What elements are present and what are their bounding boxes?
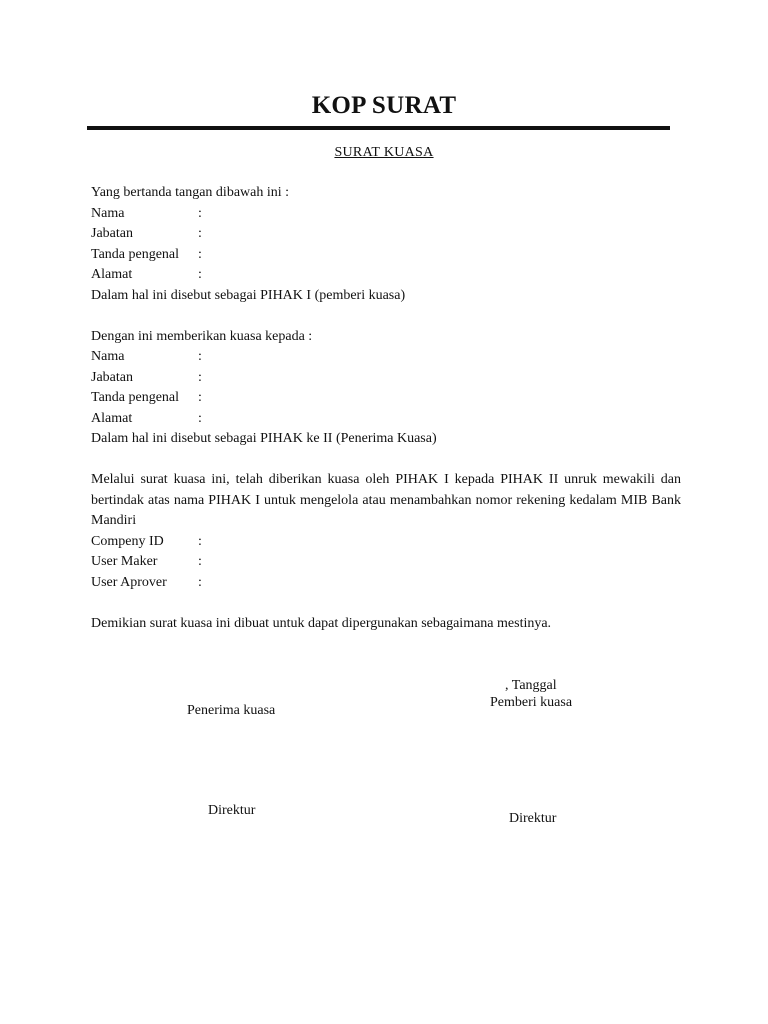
letterhead-title: KOP SURAT bbox=[311, 92, 457, 119]
section1-field-label-alamat: Alamat bbox=[91, 267, 133, 282]
section2-field-colon: : bbox=[198, 411, 202, 426]
section2-field-label-alamat: Alamat bbox=[91, 411, 133, 426]
authority-paragraph: Melalui surat kuasa ini, telah diberikan kuasa oleh PIHAK I kepada PIHAK II unruk mewakili dan bertindak atas nama PIHAK I untuk mengelola atau menambahkan nomor rekening kedalam MIB Bank Mandiri bbox=[91, 472, 681, 528]
section1-field-colon: : bbox=[198, 247, 202, 262]
date-line: , Tanggal bbox=[505, 678, 557, 693]
section1-field-colon: : bbox=[198, 206, 202, 221]
closing-statement: Demikian surat kuasa ini dibuat untuk dapat dipergunakan sebagaimana mestinya. bbox=[91, 616, 552, 631]
section2-intro: Dengan ini memberikan kuasa kepada : bbox=[91, 329, 313, 344]
letterhead-rule bbox=[87, 126, 670, 130]
section2-field-label-nama: Nama bbox=[91, 349, 125, 364]
section1-field-label-jabatan: Jabatan bbox=[91, 226, 133, 241]
section2-field-label-tanda-pengenal: Tanda pengenal bbox=[91, 390, 180, 405]
signer-role-pemberi: Pemberi kuasa bbox=[490, 695, 573, 710]
section2-field-colon: : bbox=[198, 370, 202, 385]
section2-field-label-jabatan: Jabatan bbox=[91, 370, 133, 385]
section1-field-colon: : bbox=[198, 226, 202, 241]
section1-intro: Yang bertanda tangan dibawah ini : bbox=[91, 185, 290, 200]
section3-field-label-compeny-id: Compeny ID bbox=[91, 534, 164, 549]
section3-field-label-user-maker: User Maker bbox=[91, 554, 158, 569]
signer-title-left: Direktur bbox=[208, 803, 256, 818]
section1-field-colon: : bbox=[198, 267, 202, 282]
section3-field-colon: : bbox=[198, 554, 202, 569]
section2-closing: Dalam hal ini disebut sebagai PIHAK ke II (Penerima Kuasa) bbox=[91, 431, 437, 446]
section2-field-colon: : bbox=[198, 349, 202, 364]
section1-closing: Dalam hal ini disebut sebagai PIHAK I (pemberi kuasa) bbox=[91, 288, 406, 303]
signer-title-right: Direktur bbox=[509, 811, 557, 826]
section3-field-label-user-aprover: User Aprover bbox=[91, 575, 167, 590]
section3-field-colon: : bbox=[198, 575, 202, 590]
section3-field-colon: : bbox=[198, 534, 202, 549]
document-title: SURAT KUASA bbox=[334, 145, 434, 160]
section1-field-label-tanda-pengenal: Tanda pengenal bbox=[91, 247, 180, 262]
section1-field-label-nama: Nama bbox=[91, 206, 125, 221]
signer-role-penerima: Penerima kuasa bbox=[187, 703, 276, 718]
section2-field-colon: : bbox=[198, 390, 202, 405]
